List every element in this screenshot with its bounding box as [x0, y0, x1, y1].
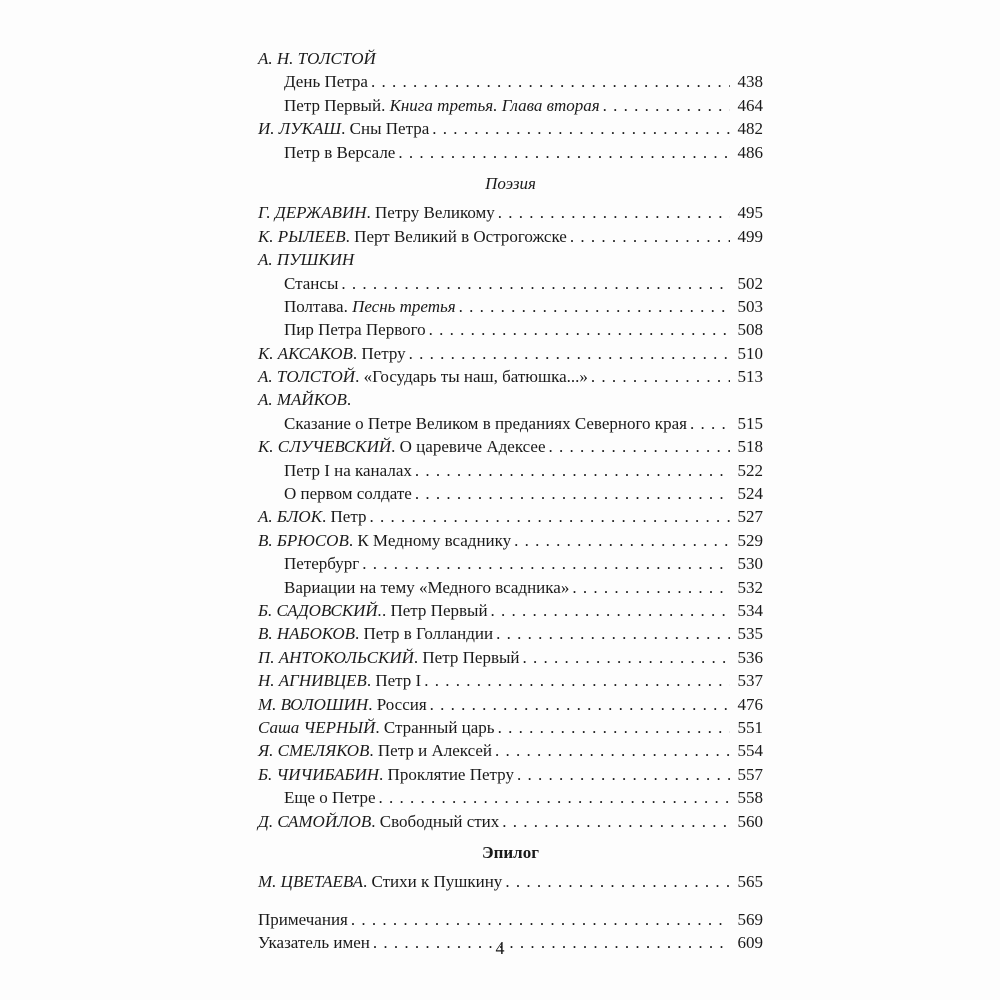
toc-entry-label: [258, 622, 493, 645]
work-title: . Проклятие Петру: [379, 764, 514, 784]
dot-leader: [502, 810, 730, 833]
toc-entry: [258, 47, 763, 70]
work-title: . Петр: [322, 507, 367, 527]
toc-entry: [258, 669, 763, 692]
toc-page-number: 502: [737, 273, 763, 293]
dot-leader: [517, 763, 730, 786]
toc-entry: [258, 459, 763, 482]
toc-entry: [258, 908, 763, 931]
author-name: М. ЦВЕТАЕВА: [258, 872, 363, 892]
toc-page-number: 534: [737, 600, 763, 620]
toc-entry: [258, 70, 763, 93]
toc-page-number: 609: [737, 933, 763, 953]
toc-entry: [258, 225, 763, 248]
toc-entry-label: [258, 870, 502, 893]
toc-entry: [258, 482, 763, 505]
dot-leader: [429, 318, 730, 341]
author-name: К. РЫЛЕЕВ: [258, 226, 346, 246]
work-title: . Стихи к Пушкину: [362, 872, 503, 892]
toc-entry-label: [258, 435, 546, 458]
work-title: . Петр Первый: [381, 600, 488, 620]
author-name: И. ЛУКАШ: [258, 119, 342, 139]
dot-leader: [570, 225, 730, 248]
work-title: . Сны Петра: [341, 119, 430, 139]
toc-entry-label: [284, 141, 395, 164]
work-subtitle: Книга третья. Глава вторая: [389, 95, 600, 115]
toc-entry-label: [284, 412, 687, 435]
toc-entry: [258, 318, 763, 341]
toc-page-number: 530: [737, 554, 763, 574]
toc-entry-label: [258, 505, 366, 528]
toc-page-number: 557: [737, 764, 763, 784]
toc-page-number: 565: [737, 872, 763, 892]
toc-page-number: 560: [737, 811, 763, 831]
author-name: Б. ЧИЧИБАБИН: [258, 764, 380, 784]
work-title: Указатель имен: [258, 933, 370, 953]
author-name: Саша ЧЕРНЫЙ: [258, 717, 376, 737]
toc-page-number: 515: [737, 413, 763, 433]
toc-page-number: 569: [737, 909, 763, 929]
toc-entry-label: [284, 94, 600, 117]
work-title: Полтава.: [284, 296, 353, 316]
toc-page-number: 518: [737, 437, 763, 457]
toc-page-number: 499: [737, 226, 763, 246]
author-name: Н. АГНИВЦЕВ: [258, 671, 367, 691]
toc-entry: [258, 599, 763, 622]
dot-leader: [591, 365, 730, 388]
toc-entry: [258, 622, 763, 645]
dot-leader: [572, 576, 730, 599]
toc-entry: [258, 576, 763, 599]
toc-page-number: 536: [737, 647, 763, 667]
work-title: . Перт Великий в Острогожске: [345, 226, 567, 246]
toc-entry: [258, 365, 763, 388]
toc-entry: [258, 94, 763, 117]
author-name: Б. САДОВСКИЙ.: [258, 600, 382, 620]
toc-entry: [258, 693, 763, 716]
author-name: К. АКСАКОВ: [258, 343, 353, 363]
toc-entry-label: [284, 295, 456, 318]
toc-page-number: 476: [737, 694, 763, 714]
toc-entry-label: [284, 786, 376, 809]
dot-leader: [549, 435, 731, 458]
toc-entry: [258, 646, 763, 669]
author-name: А. ПУШКИН: [258, 250, 355, 270]
author-name: Д. САМОЙЛОВ: [258, 811, 372, 831]
work-title: День Петра: [284, 72, 368, 92]
toc-page-number: 529: [737, 530, 763, 550]
dot-leader: [432, 117, 730, 140]
work-title: . Россия: [368, 694, 427, 714]
toc-page-number: 535: [737, 624, 763, 644]
toc-entry-label: [258, 646, 519, 669]
work-title: . Странный царь: [375, 717, 495, 737]
toc-page-number: 551: [737, 717, 763, 737]
toc-entry-label: [258, 529, 511, 552]
toc-entry-label: [258, 201, 495, 224]
toc-entry: [258, 529, 763, 552]
toc-entry-label: [284, 459, 412, 482]
toc-entry: [258, 435, 763, 458]
dot-leader: [514, 529, 730, 552]
page-number: 4: [495, 938, 505, 958]
toc-entry-label: [258, 810, 499, 833]
work-title: Петр в Версале: [284, 142, 396, 162]
work-title: . Петру: [352, 343, 406, 363]
toc-entry: [258, 412, 763, 435]
author-name: В. БРЮСОВ: [258, 530, 349, 550]
toc-entry-label: [258, 693, 427, 716]
toc-page-number: 513: [737, 367, 763, 387]
toc-entry: [258, 505, 763, 528]
work-title: . Петр Первый: [413, 647, 520, 667]
author-name: П. АНТОКОЛЬСКИЙ: [258, 647, 414, 667]
author-name: Я. СМЕЛЯКОВ: [258, 741, 370, 761]
toc-page-number: 524: [737, 484, 763, 504]
toc-entry: [258, 763, 763, 786]
toc-page-number: 527: [737, 507, 763, 527]
author-name: А. ТОЛСТОЙ: [258, 367, 356, 387]
toc-page-number: 495: [737, 203, 763, 223]
work-title: Вариации на тему «Медного всадника»: [284, 577, 570, 597]
toc-entry: [258, 870, 763, 893]
dot-leader: [522, 646, 730, 669]
work-title: . Петру Великому: [366, 203, 495, 223]
toc-entry: [258, 201, 763, 224]
toc-entry-label: [258, 47, 376, 70]
toc-entry: [258, 342, 763, 365]
work-title: О первом солдате: [284, 484, 412, 504]
dot-leader: [505, 870, 730, 893]
toc-entry-label: [284, 70, 368, 93]
dot-leader: [409, 342, 730, 365]
toc-entry-label: [284, 576, 569, 599]
work-title: Петр I на каналах: [284, 460, 412, 480]
toc-entry: [258, 248, 763, 271]
dot-leader: [498, 201, 730, 224]
toc-page-number: 438: [737, 72, 763, 92]
work-title: Еще о Петре: [284, 788, 376, 808]
toc-entry: [258, 716, 763, 739]
work-title: . Петр I: [366, 671, 422, 691]
section-heading: Эпилог: [482, 842, 539, 862]
section-heading: Поэзия: [485, 173, 536, 193]
author-name: В. НАБОКОВ: [258, 624, 356, 644]
toc-page-number: 522: [737, 460, 763, 480]
work-title: Пир Петра Первого: [284, 320, 426, 340]
toc-entry-label: [258, 908, 348, 931]
toc-entry-label: [284, 482, 412, 505]
work-title: . К Медному всаднику: [348, 530, 512, 550]
toc-page-number: 554: [737, 741, 763, 761]
toc-page-number: 532: [737, 577, 763, 597]
work-title: Петр Первый.: [284, 95, 390, 115]
dot-leader: [351, 908, 730, 931]
toc-entry: [258, 117, 763, 140]
dot-leader: [459, 295, 730, 318]
toc-entry-label: [284, 272, 338, 295]
work-title: Стансы: [284, 273, 339, 293]
toc-entry-label: [258, 669, 421, 692]
toc-entry-label: [258, 599, 488, 622]
toc-entry-label: [258, 248, 354, 271]
work-title: Петербург: [284, 554, 360, 574]
author-name: А. БЛОК: [258, 507, 322, 527]
toc-page-number: 503: [737, 296, 763, 316]
toc-entry-label: [258, 739, 492, 762]
dot-leader: [362, 552, 730, 575]
dot-leader: [690, 412, 730, 435]
toc-entry: [258, 552, 763, 575]
work-title: Примечания: [258, 909, 348, 929]
dot-leader: [430, 693, 730, 716]
toc-page-number: 486: [737, 142, 763, 162]
dot-leader: [496, 622, 730, 645]
toc-entry: [258, 388, 763, 411]
dot-leader: [498, 716, 730, 739]
dot-leader: [603, 94, 730, 117]
dot-leader: [495, 739, 730, 762]
dot-leader: [415, 482, 730, 505]
toc-page-number: 508: [737, 320, 763, 340]
author-name: А. Н. ТОЛСТОЙ: [258, 49, 376, 68]
toc-page-number: 464: [737, 95, 763, 115]
author-name: Г. ДЕРЖАВИН: [258, 203, 367, 223]
author-name: М. ВОЛОШИН: [258, 694, 369, 714]
toc-entry-label: [258, 225, 567, 248]
toc-entry: [258, 786, 763, 809]
toc-entry: [258, 739, 763, 762]
dot-leader: [371, 70, 730, 93]
dot-leader: [369, 505, 730, 528]
toc-entry-label: [284, 318, 426, 341]
table-of-contents: [258, 47, 763, 954]
toc-entry-label: [258, 763, 514, 786]
dot-leader: [424, 669, 730, 692]
work-title: . Петр в Голландии: [355, 624, 494, 644]
toc-entry: [258, 141, 763, 164]
dot-leader: [379, 786, 730, 809]
dot-leader: [398, 141, 730, 164]
toc-page-number: 537: [737, 671, 763, 691]
work-title: . Свободный стих: [371, 811, 500, 831]
toc-entry-label: [258, 365, 588, 388]
toc-entry: [258, 295, 763, 318]
work-title: . Петр и Алексей: [369, 741, 493, 761]
toc-entry-label: [258, 716, 495, 739]
work-title: .: [346, 390, 352, 410]
toc-entry-label: [284, 552, 359, 575]
dot-leader: [415, 459, 730, 482]
dot-leader: [341, 272, 730, 295]
work-title: . О царевиче Адексее: [391, 437, 546, 457]
toc-page-number: 482: [737, 119, 763, 139]
toc-entry: [258, 810, 763, 833]
dot-leader: [491, 599, 730, 622]
toc-entry-label: [258, 117, 429, 140]
toc-page-number: 510: [737, 343, 763, 363]
author-name: К. СЛУЧЕВСКИЙ: [258, 437, 392, 457]
work-title: Сказание о Петре Великом в преданиях Северного края: [284, 413, 687, 433]
toc-page-number: 558: [737, 788, 763, 808]
work-title: . «Государь ты наш, батюшка...»: [355, 367, 588, 387]
toc-entry-label: [258, 342, 406, 365]
toc-entry-label: [258, 388, 351, 411]
toc-entry: [258, 272, 763, 295]
author-name: А. МАЙКОВ: [258, 390, 347, 410]
work-subtitle: Песнь третья: [352, 296, 456, 316]
